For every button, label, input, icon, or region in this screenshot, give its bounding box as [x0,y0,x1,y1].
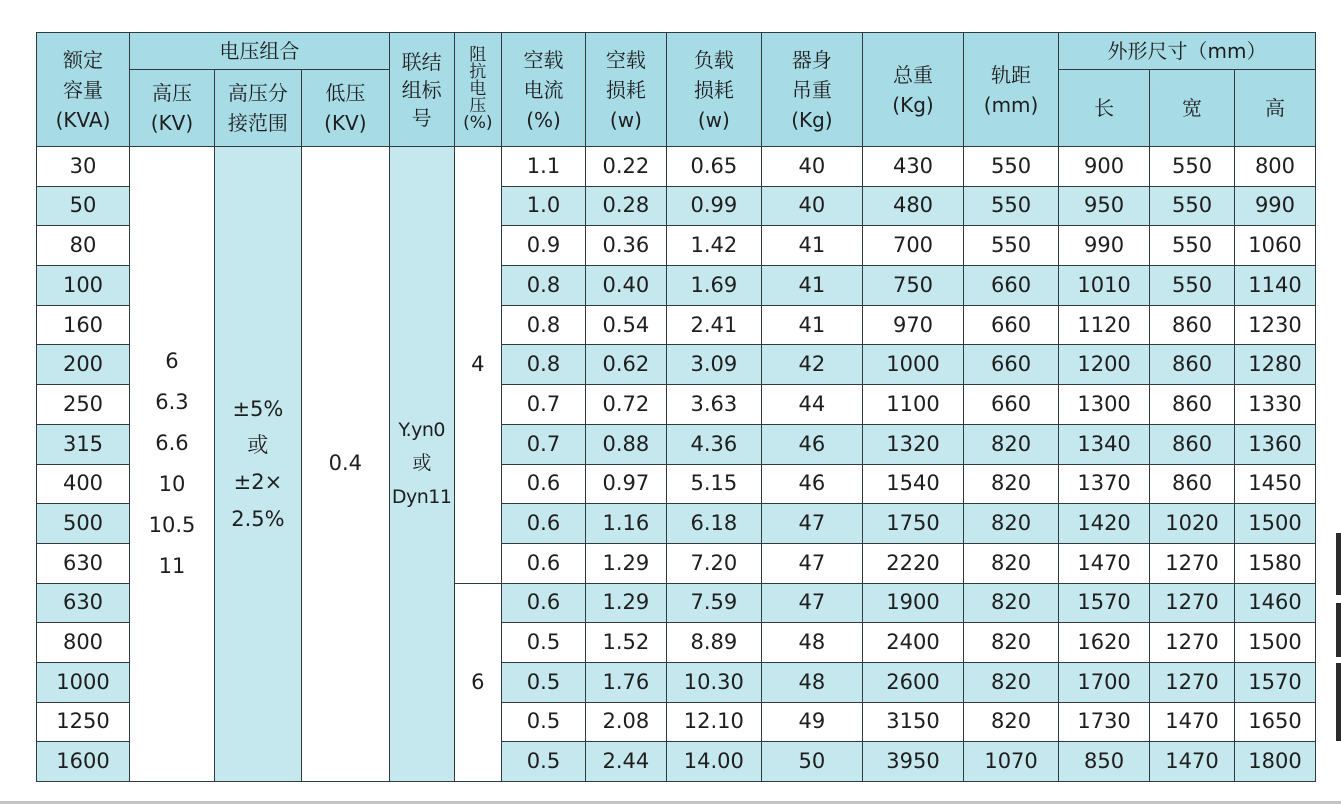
cell-total-weight: 1540 [862,464,963,504]
cell-body-lift-weight: 50 [761,742,862,782]
cell-width: 860 [1150,385,1235,425]
cell-no-load-current: 1.1 [502,147,586,187]
cell-rated-capacity: 1250 [37,702,130,742]
cell-length: 1570 [1059,583,1150,623]
cell-width: 1020 [1150,504,1235,544]
cell-width: 550 [1150,186,1235,226]
cell-width: 860 [1150,464,1235,504]
cell-no-load-loss: 1.16 [585,504,666,544]
cell-no-load-loss: 0.88 [585,424,666,464]
cell-rated-capacity: 160 [37,305,130,345]
cell-track-gauge: 660 [964,385,1059,425]
cell-height: 1280 [1234,345,1315,385]
header-load-loss: 负载 损耗 (w) [666,33,761,147]
cell-no-load-current: 0.9 [502,226,586,266]
cell-no-load-current: 1.0 [502,186,586,226]
cell-height: 1650 [1234,702,1315,742]
cell-total-weight: 3950 [862,742,963,782]
cell-length: 950 [1059,186,1150,226]
cell-body-lift-weight: 40 [761,147,862,187]
cell-body-lift-weight: 40 [761,186,862,226]
cell-height: 1330 [1234,385,1315,425]
header-tap-range: 高压分 接范围 [214,70,301,147]
cell-height: 1460 [1234,583,1315,623]
cell-load-loss: 4.36 [666,424,761,464]
cell-body-lift-weight: 49 [761,702,862,742]
header-voltage-group: 电压组合 [130,33,390,70]
cell-track-gauge: 550 [964,186,1059,226]
cell-width: 860 [1150,424,1235,464]
cell-body-lift-weight: 42 [761,345,862,385]
cell-track-gauge: 550 [964,147,1059,187]
cell-load-loss: 7.20 [666,543,761,583]
cell-height: 1230 [1234,305,1315,345]
cell-length: 1730 [1059,702,1150,742]
cell-no-load-current: 0.6 [502,543,586,583]
cell-body-lift-weight: 41 [761,226,862,266]
cell-height: 990 [1234,186,1315,226]
table-row [37,147,1316,187]
right-edge-mark [1336,663,1341,741]
cell-total-weight: 1000 [862,345,963,385]
cell-no-load-current: 0.6 [502,504,586,544]
cell-track-gauge: 820 [964,662,1059,702]
cell-body-lift-weight: 46 [761,424,862,464]
cell-load-loss: 1.69 [666,266,761,306]
cell-total-weight: 1750 [862,504,963,544]
cell-rated-capacity: 500 [37,504,130,544]
header-no-load-loss: 空载 损耗 (w) [585,33,666,147]
cell-height: 1500 [1234,623,1315,663]
cell-total-weight: 750 [862,266,963,306]
cell-no-load-current: 0.8 [502,266,586,306]
table-body [37,147,1316,782]
cell-length: 900 [1059,147,1150,187]
cell-total-weight: 1900 [862,583,963,623]
cell-track-gauge: 820 [964,543,1059,583]
cell-load-loss: 0.65 [666,147,761,187]
cell-load-loss: 10.30 [666,662,761,702]
cell-length: 1700 [1059,662,1150,702]
cell-track-gauge: 820 [964,623,1059,663]
cell-no-load-current: 0.8 [502,305,586,345]
cell-length: 1200 [1059,345,1150,385]
header-track-gauge: 轨距 (mm) [964,33,1059,147]
cell-height: 800 [1234,147,1315,187]
cell-length: 1370 [1059,464,1150,504]
cell-height: 1580 [1234,543,1315,583]
cell-rated-capacity: 50 [37,186,130,226]
cell-track-gauge: 820 [964,504,1059,544]
right-edge-mark [1336,603,1341,657]
cell-width: 1270 [1150,623,1235,663]
cell-no-load-loss: 0.54 [585,305,666,345]
header-hv: 高压 (KV) [130,70,215,147]
cell-load-loss: 1.42 [666,226,761,266]
cell-no-load-current: 0.8 [502,345,586,385]
cell-length: 990 [1059,226,1150,266]
cell-total-weight: 2600 [862,662,963,702]
cell-total-weight: 2220 [862,543,963,583]
cell-track-gauge: 660 [964,345,1059,385]
cell-rated-capacity: 630 [37,543,130,583]
cell-no-load-loss: 2.08 [585,702,666,742]
merged-lv-value: 0.4 [301,147,389,782]
cell-body-lift-weight: 47 [761,504,862,544]
cell-width: 1470 [1150,702,1235,742]
cell-height: 1500 [1234,504,1315,544]
cell-no-load-current: 0.6 [502,583,586,623]
header-no-load-current: 空载 电流 (%) [502,33,586,147]
cell-no-load-current: 0.6 [502,464,586,504]
cell-total-weight: 2400 [862,623,963,663]
cell-load-loss: 3.63 [666,385,761,425]
cell-body-lift-weight: 44 [761,385,862,425]
header-body-lift-weight: 器身 吊重 (Kg) [761,33,862,147]
cell-load-loss: 6.18 [666,504,761,544]
cell-track-gauge: 820 [964,702,1059,742]
cell-body-lift-weight: 41 [761,305,862,345]
header-impedance-voltage: 阻 抗 电 压 (%) [454,33,502,147]
cell-rated-capacity: 100 [37,266,130,306]
cell-width: 1270 [1150,662,1235,702]
cell-no-load-loss: 0.36 [585,226,666,266]
cell-load-loss: 5.15 [666,464,761,504]
cell-width: 860 [1150,345,1235,385]
cell-no-load-loss: 1.76 [585,662,666,702]
cell-width: 1270 [1150,583,1235,623]
cell-no-load-loss: 0.22 [585,147,666,187]
cell-length: 1120 [1059,305,1150,345]
cell-no-load-current: 0.7 [502,385,586,425]
merged-connection-group: Y.yn0 或 Dyn11 [389,147,454,782]
cell-rated-capacity: 315 [37,424,130,464]
header-width: 宽 [1150,70,1235,147]
cell-length: 850 [1059,742,1150,782]
cell-total-weight: 1100 [862,385,963,425]
cell-rated-capacity: 800 [37,623,130,663]
cell-rated-capacity: 1600 [37,742,130,782]
cell-rated-capacity: 80 [37,226,130,266]
cell-rated-capacity: 1000 [37,662,130,702]
cell-no-load-current: 0.5 [502,662,586,702]
cell-no-load-loss: 0.62 [585,345,666,385]
cell-body-lift-weight: 46 [761,464,862,504]
merged-hv-values: 6 6.3 6.6 10 10.5 11 [130,147,215,782]
cell-total-weight: 1320 [862,424,963,464]
cell-width: 1270 [1150,543,1235,583]
cell-total-weight: 700 [862,226,963,266]
cell-no-load-loss: 0.72 [585,385,666,425]
cell-width: 1470 [1150,742,1235,782]
cell-width: 550 [1150,226,1235,266]
cell-no-load-loss: 1.29 [585,543,666,583]
cell-track-gauge: 820 [964,583,1059,623]
header-rated-capacity: 额定 容量 (KVA) [37,33,130,147]
cell-height: 1360 [1234,424,1315,464]
cell-load-loss: 2.41 [666,305,761,345]
cell-no-load-current: 0.5 [502,742,586,782]
cell-rated-capacity: 200 [37,345,130,385]
cell-body-lift-weight: 48 [761,662,862,702]
right-edge-mark [1336,533,1341,595]
cell-height: 1060 [1234,226,1315,266]
cell-track-gauge: 550 [964,226,1059,266]
cell-no-load-loss: 1.52 [585,623,666,663]
cell-rated-capacity: 400 [37,464,130,504]
cell-body-lift-weight: 47 [761,583,862,623]
merged-tap-range: ±5% 或 ±2× 2.5% [214,147,301,782]
cell-rated-capacity: 630 [37,583,130,623]
cell-height: 1450 [1234,464,1315,504]
cell-no-load-current: 0.7 [502,424,586,464]
cell-no-load-current: 0.5 [502,623,586,663]
cell-track-gauge: 660 [964,305,1059,345]
cell-rated-capacity: 30 [37,147,130,187]
cell-load-loss: 7.59 [666,583,761,623]
cell-width: 860 [1150,305,1235,345]
cell-length: 1300 [1059,385,1150,425]
cell-width: 550 [1150,147,1235,187]
cell-track-gauge: 1070 [964,742,1059,782]
cell-total-weight: 430 [862,147,963,187]
cell-load-loss: 0.99 [666,186,761,226]
cell-body-lift-weight: 41 [761,266,862,306]
cell-total-weight: 970 [862,305,963,345]
cell-no-load-loss: 0.97 [585,464,666,504]
cell-total-weight: 3150 [862,702,963,742]
cell-load-loss: 12.10 [666,702,761,742]
merged-impedance-4: 4 [454,147,502,584]
cell-track-gauge: 820 [964,464,1059,504]
cell-load-loss: 3.09 [666,345,761,385]
cell-load-loss: 14.00 [666,742,761,782]
cell-track-gauge: 820 [964,424,1059,464]
cell-rated-capacity: 250 [37,385,130,425]
header-length: 长 [1059,70,1150,147]
cell-height: 1800 [1234,742,1315,782]
cell-width: 550 [1150,266,1235,306]
bottom-rule [0,801,1341,804]
transformer-spec-table [36,32,1316,782]
header-dimensions: 外形尺寸（mm） [1059,33,1316,70]
cell-length: 1620 [1059,623,1150,663]
cell-track-gauge: 660 [964,266,1059,306]
merged-impedance-6: 6 [454,583,502,781]
cell-body-lift-weight: 47 [761,543,862,583]
cell-no-load-loss: 2.44 [585,742,666,782]
cell-no-load-loss: 0.40 [585,266,666,306]
cell-total-weight: 480 [862,186,963,226]
header-total-weight: 总重 (Kg) [862,33,963,147]
cell-length: 1340 [1059,424,1150,464]
cell-length: 1010 [1059,266,1150,306]
cell-length: 1470 [1059,543,1150,583]
cell-body-lift-weight: 48 [761,623,862,663]
cell-no-load-loss: 1.29 [585,583,666,623]
cell-height: 1570 [1234,662,1315,702]
cell-height: 1140 [1234,266,1315,306]
header-height: 高 [1234,70,1315,147]
cell-no-load-loss: 0.28 [585,186,666,226]
cell-no-load-current: 0.5 [502,702,586,742]
cell-length: 1420 [1059,504,1150,544]
header-lv: 低压 (KV) [301,70,389,147]
header-connection-group: 联结 组标 号 [389,33,454,147]
cell-load-loss: 8.89 [666,623,761,663]
